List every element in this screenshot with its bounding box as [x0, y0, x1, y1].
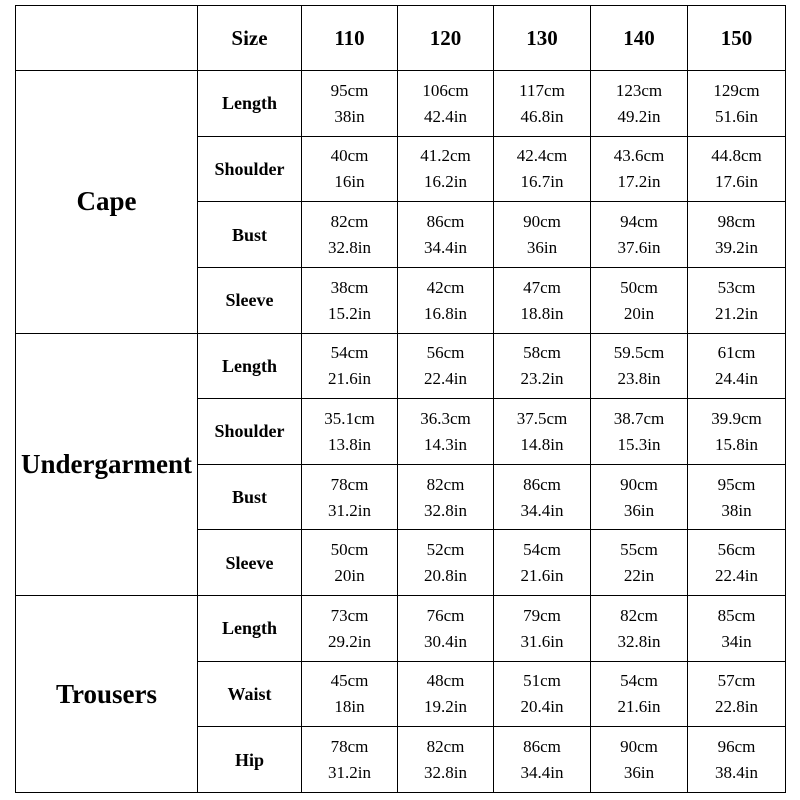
value-in: 36in	[526, 238, 558, 258]
measurement-cell	[398, 267, 494, 333]
measure-label: Length	[198, 596, 302, 662]
value-cm: 95cm	[717, 474, 756, 494]
value-cm: 90cm	[620, 737, 658, 757]
measurement-cell	[494, 596, 591, 662]
value-cm: 86cm	[523, 737, 561, 757]
value-cm: 58cm	[523, 343, 561, 363]
value-cm: 35.1cm	[324, 408, 375, 428]
table-row	[16, 71, 786, 137]
size-140-header: 140	[591, 6, 688, 71]
value-in: 42.4in	[424, 106, 467, 126]
value-in: 21.6in	[328, 369, 371, 389]
value-in: 14.3in	[424, 434, 467, 454]
measurement-cell	[494, 727, 591, 793]
value-in: 36in	[623, 500, 655, 520]
value-in: 18in	[334, 697, 365, 717]
measurement-cell	[302, 202, 398, 268]
value-cm: 82cm	[330, 212, 369, 232]
measure-label: Length	[198, 333, 302, 399]
value-in: 15.3in	[617, 434, 661, 454]
value-cm: 82cm	[426, 737, 465, 757]
measurement-cell	[591, 71, 688, 137]
value-in: 34.4in	[424, 238, 467, 258]
measurement-cell	[302, 530, 398, 596]
measurement-cell	[398, 333, 494, 399]
value-in: 16in	[334, 172, 365, 192]
measurement-cell	[688, 136, 786, 202]
table-row	[16, 596, 786, 662]
value-cm: 40cm	[330, 146, 369, 166]
value-cm: 56cm	[426, 343, 465, 363]
value-cm: 90cm	[620, 474, 658, 494]
value-in: 23.8in	[617, 369, 661, 389]
measurement-cell	[398, 71, 494, 137]
measurement-cell	[302, 727, 398, 793]
measurement-cell	[398, 399, 494, 465]
value-in: 15.2in	[328, 303, 371, 323]
value-in: 38.4in	[715, 763, 758, 783]
measurement-cell	[302, 71, 398, 137]
measurement-cell	[591, 464, 688, 530]
measurement-cell	[688, 530, 786, 596]
measurement-cell	[591, 267, 688, 333]
measurement-cell	[591, 661, 688, 727]
measurement-cell	[688, 202, 786, 268]
value-cm: 56cm	[717, 540, 756, 560]
measurement-cell	[591, 333, 688, 399]
value-cm: 44.8cm	[711, 146, 762, 166]
value-in: 13.8in	[328, 434, 371, 454]
value-in: 38in	[721, 500, 752, 520]
measure-label: Shoulder	[198, 136, 302, 202]
value-cm: 117cm	[519, 80, 565, 100]
value-in: 24.4in	[715, 369, 758, 389]
measurement-cell	[398, 727, 494, 793]
value-in: 38in	[334, 106, 365, 126]
measurement-cell	[302, 333, 398, 399]
measurement-cell	[398, 136, 494, 202]
value-cm: 90cm	[523, 212, 561, 232]
value-in: 22.8in	[715, 697, 758, 717]
measure-label: Sleeve	[198, 530, 302, 596]
value-cm: 38cm	[330, 277, 369, 297]
value-in: 20in	[623, 303, 655, 323]
size-110-header: 110	[302, 6, 398, 71]
measure-label: Bust	[198, 464, 302, 530]
measure-label: Shoulder	[198, 399, 302, 465]
value-in: 31.6in	[520, 631, 564, 651]
value-cm: 86cm	[523, 474, 561, 494]
measurement-cell	[302, 399, 398, 465]
measurement-cell	[398, 530, 494, 596]
value-in: 36in	[623, 763, 655, 783]
value-in: 23.2in	[520, 369, 564, 389]
value-in: 34.4in	[520, 763, 564, 783]
value-cm: 106cm	[422, 80, 469, 100]
value-cm: 73cm	[330, 605, 369, 625]
value-cm: 61cm	[717, 343, 756, 363]
measurement-cell	[688, 661, 786, 727]
value-in: 30.4in	[424, 631, 467, 651]
value-cm: 79cm	[523, 605, 561, 625]
measurement-cell	[494, 661, 591, 727]
value-in: 31.2in	[328, 763, 371, 783]
value-cm: 47cm	[523, 277, 561, 297]
measurement-cell	[398, 464, 494, 530]
measurement-cell	[398, 596, 494, 662]
value-in: 17.6in	[715, 172, 758, 192]
value-in: 32.8in	[617, 631, 661, 651]
value-in: 29.2in	[328, 631, 371, 651]
value-cm: 53cm	[717, 277, 756, 297]
value-in: 22in	[623, 566, 655, 586]
measurement-cell	[688, 727, 786, 793]
size-120-header: 120	[398, 6, 494, 71]
header-row	[16, 6, 786, 71]
value-in: 31.2in	[328, 500, 371, 520]
measure-label: Length	[198, 71, 302, 137]
measure-label: Hip	[198, 727, 302, 793]
size-chart-body	[16, 71, 786, 793]
measurement-cell	[302, 267, 398, 333]
measurement-cell	[398, 661, 494, 727]
value-in: 22.4in	[715, 566, 758, 586]
value-in: 32.8in	[424, 763, 467, 783]
value-cm: 51cm	[523, 671, 561, 691]
measurement-cell	[494, 464, 591, 530]
value-in: 20in	[334, 566, 365, 586]
value-in: 18.8in	[520, 303, 564, 323]
measure-label: Sleeve	[198, 267, 302, 333]
group-label: Undergarment	[16, 333, 198, 596]
table-row	[16, 333, 786, 399]
value-in: 51.6in	[715, 106, 758, 126]
value-cm: 36.3cm	[420, 408, 471, 428]
value-in: 21.6in	[617, 697, 661, 717]
value-cm: 96cm	[717, 737, 756, 757]
measurement-cell	[591, 530, 688, 596]
value-cm: 43.6cm	[613, 146, 665, 166]
measurement-cell	[688, 71, 786, 137]
measurement-cell	[302, 136, 398, 202]
value-in: 49.2in	[617, 106, 661, 126]
value-in: 16.2in	[424, 172, 467, 192]
value-cm: 54cm	[620, 671, 658, 691]
value-cm: 95cm	[330, 80, 369, 100]
value-cm: 42cm	[426, 277, 465, 297]
size-150-header: 150	[688, 6, 786, 71]
value-cm: 42.4cm	[516, 146, 568, 166]
measurement-cell	[591, 136, 688, 202]
value-cm: 82cm	[426, 474, 465, 494]
size-header-label: Size	[198, 6, 302, 71]
value-in: 22.4in	[424, 369, 467, 389]
measurement-cell	[688, 596, 786, 662]
value-cm: 50cm	[330, 540, 369, 560]
measurement-cell	[494, 136, 591, 202]
value-in: 46.8in	[520, 106, 564, 126]
measurement-cell	[494, 333, 591, 399]
value-in: 39.2in	[715, 238, 758, 258]
value-cm: 123cm	[615, 80, 663, 100]
value-cm: 78cm	[330, 737, 369, 757]
value-in: 17.2in	[617, 172, 661, 192]
value-in: 16.7in	[520, 172, 564, 192]
value-cm: 48cm	[426, 671, 465, 691]
value-cm: 129cm	[713, 80, 760, 100]
measurement-cell	[591, 727, 688, 793]
value-in: 15.8in	[715, 434, 758, 454]
measurement-cell	[494, 530, 591, 596]
value-cm: 76cm	[426, 605, 465, 625]
value-cm: 52cm	[426, 540, 465, 560]
value-cm: 82cm	[620, 605, 658, 625]
value-in: 34in	[721, 631, 752, 651]
value-in: 34.4in	[520, 500, 564, 520]
value-cm: 94cm	[620, 212, 658, 232]
value-in: 20.8in	[424, 566, 467, 586]
measurement-cell	[398, 202, 494, 268]
measurement-cell	[494, 202, 591, 268]
value-cm: 50cm	[620, 277, 658, 297]
value-cm: 38.7cm	[613, 408, 665, 428]
measurement-cell	[591, 596, 688, 662]
measurement-cell	[688, 333, 786, 399]
corner-cell	[16, 6, 198, 71]
value-cm: 86cm	[426, 212, 465, 232]
measurement-cell	[302, 596, 398, 662]
measurement-cell	[494, 71, 591, 137]
measurement-cell	[688, 399, 786, 465]
value-cm: 85cm	[717, 605, 756, 625]
measurement-cell	[591, 202, 688, 268]
value-cm: 41.2cm	[420, 146, 471, 166]
value-in: 21.2in	[715, 303, 758, 323]
measurement-cell	[302, 464, 398, 530]
value-cm: 39.9cm	[711, 408, 762, 428]
value-cm: 98cm	[717, 212, 756, 232]
measurement-cell	[302, 661, 398, 727]
value-cm: 37.5cm	[516, 408, 568, 428]
value-in: 20.4in	[520, 697, 564, 717]
value-in: 32.8in	[328, 238, 371, 258]
group-label: Cape	[16, 71, 198, 334]
value-cm: 45cm	[330, 671, 369, 691]
value-cm: 78cm	[330, 474, 369, 494]
value-cm: 57cm	[717, 671, 756, 691]
value-in: 21.6in	[520, 566, 564, 586]
group-label: Trousers	[16, 596, 198, 793]
value-cm: 55cm	[620, 540, 658, 560]
value-in: 14.8in	[520, 434, 564, 454]
value-in: 19.2in	[424, 697, 467, 717]
measurement-cell	[591, 399, 688, 465]
value-in: 37.6in	[617, 238, 661, 258]
measure-label: Bust	[198, 202, 302, 268]
value-in: 32.8in	[424, 500, 467, 520]
value-cm: 54cm	[523, 540, 561, 560]
value-cm: 54cm	[330, 343, 369, 363]
measure-label: Waist	[198, 661, 302, 727]
measurement-cell	[688, 267, 786, 333]
value-cm: 59.5cm	[613, 343, 665, 363]
measurement-cell	[494, 267, 591, 333]
measurement-cell	[494, 399, 591, 465]
size-130-header: 130	[494, 6, 591, 71]
measurement-cell	[688, 464, 786, 530]
value-in: 16.8in	[424, 303, 467, 323]
size-chart-table	[15, 5, 786, 793]
